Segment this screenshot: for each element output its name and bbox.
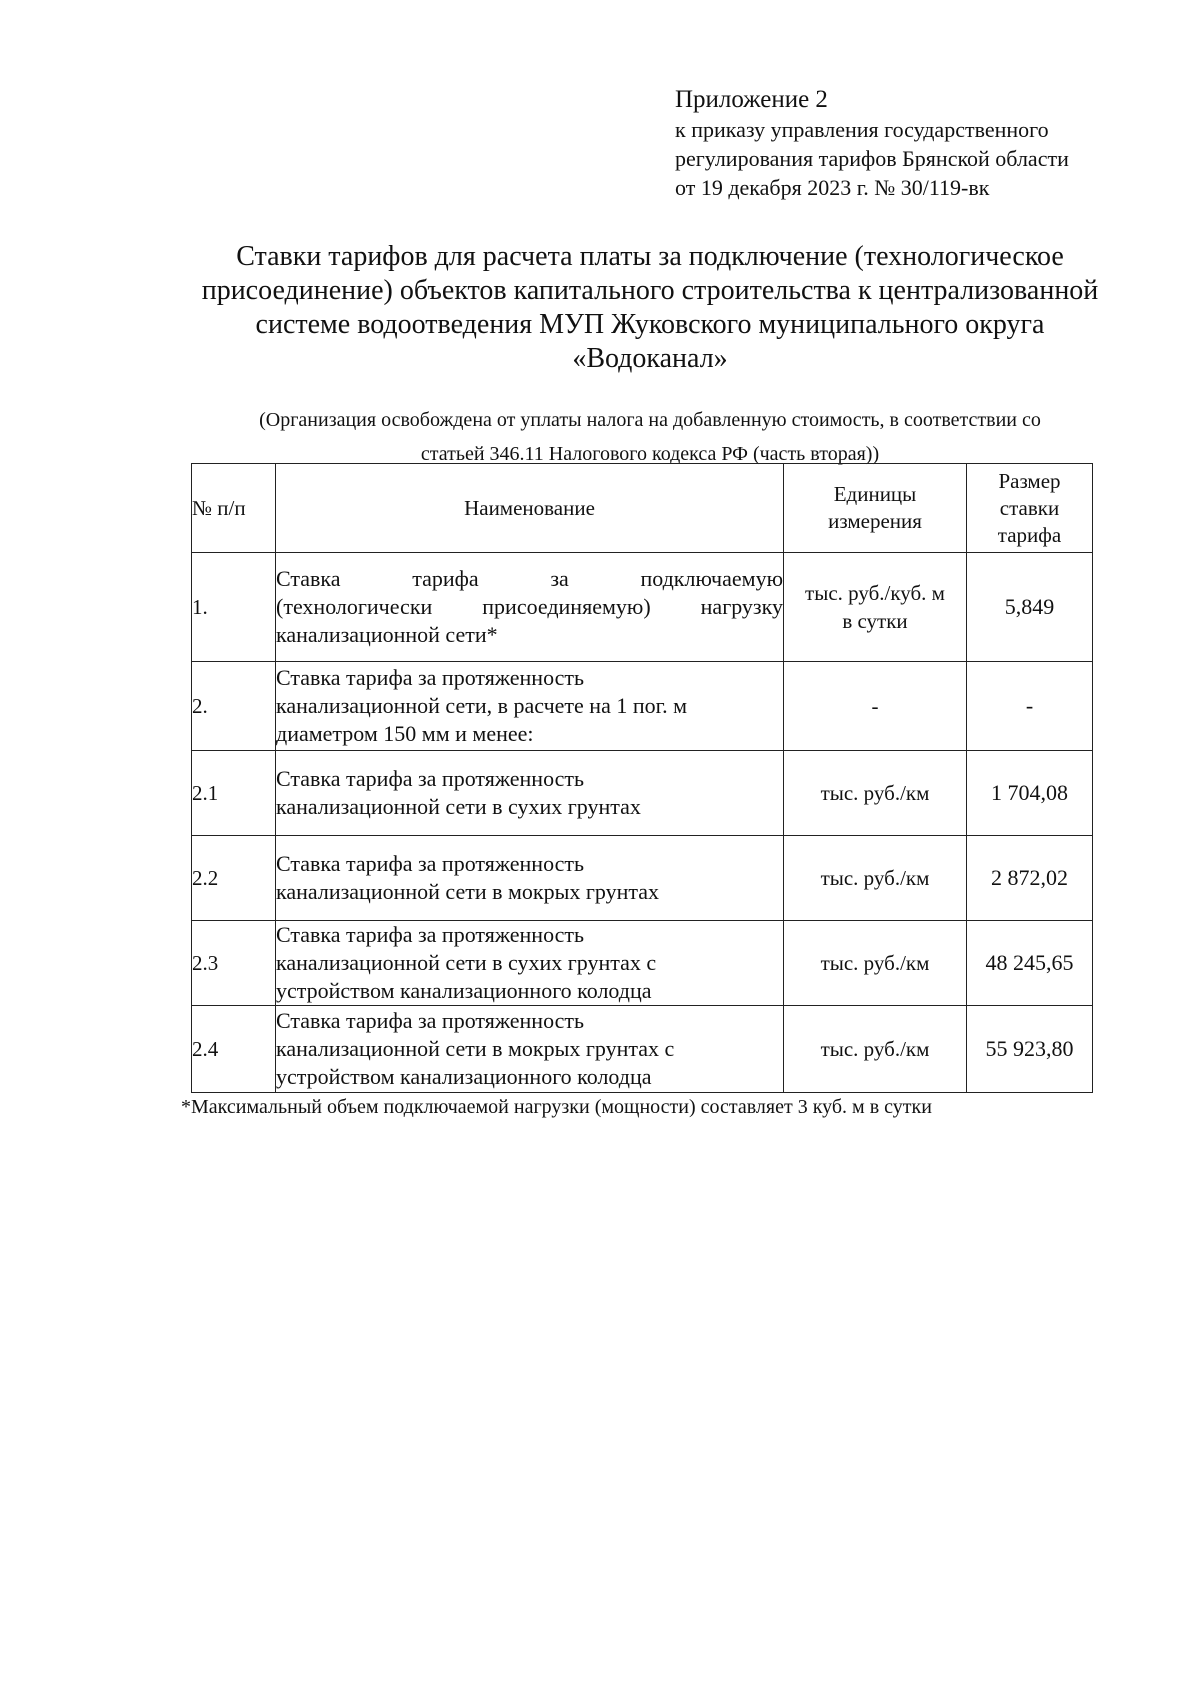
row-number: 2.1 xyxy=(192,751,276,836)
row-unit xyxy=(784,751,967,836)
header-unit-line: измерения xyxy=(828,509,922,533)
header-value xyxy=(967,464,1093,553)
row-name xyxy=(276,553,784,662)
row-name-line: канализационной сети в мокрых грунтах с xyxy=(276,1036,675,1061)
table-header-row xyxy=(192,464,1093,553)
row-value: 48 245,65 xyxy=(967,921,1093,1006)
row-unit-line: тыс. руб./км xyxy=(820,951,930,975)
row-unit-line: в сутки xyxy=(842,609,908,633)
row-value: - xyxy=(967,662,1093,751)
row-name xyxy=(276,1006,784,1093)
tax-note-line: (Организация освобождена от уплаты налога на добавленную стоимость, в соответствии со xyxy=(259,409,1041,431)
header-name: Наименование xyxy=(276,464,784,553)
row-name-line: канализационной сети, в расчете на 1 пог. м xyxy=(276,693,688,718)
footnote: *Максимальный объем подключаемой нагрузки (мощности) составляет 3 куб. м в сутки xyxy=(181,1096,932,1118)
row-unit-line: тыс. руб./км xyxy=(820,1037,930,1061)
tax-note-line: статьей 346.11 Налогового кодекса РФ (часть вторая)) xyxy=(420,443,880,465)
row-number: 2.3 xyxy=(192,921,276,1006)
table-row xyxy=(192,921,1093,1006)
title-line: системе водоотведения МУП Жуковского муниципального округа xyxy=(255,309,1045,340)
appendix-line: к приказу управления государственного xyxy=(675,117,1049,142)
row-number: 2. xyxy=(192,662,276,751)
row-value: 1 704,08 xyxy=(967,751,1093,836)
row-unit xyxy=(784,662,967,751)
row-name-line: Ставка тарифа за протяженность xyxy=(276,922,585,947)
title-line: «Водоканал» xyxy=(572,343,728,374)
appendix-title: Приложение 2 xyxy=(675,86,828,113)
row-name-line: канализационной сети в сухих грунтах xyxy=(276,794,641,819)
row-unit-line: тыс. руб./км xyxy=(820,781,930,805)
row-name-line: диаметром 150 мм и менее: xyxy=(276,721,534,746)
title-line: Ставки тарифов для расчета платы за подключение (технологическое xyxy=(236,241,1064,272)
row-value: 2 872,02 xyxy=(967,836,1093,921)
row-unit-line: - xyxy=(871,694,879,718)
header-number: № п/п xyxy=(192,464,276,553)
header-value-line: Размер xyxy=(998,468,1061,493)
row-name-line: устройством канализационного колодца xyxy=(276,978,652,1003)
row-unit xyxy=(784,553,967,662)
table-row xyxy=(192,836,1093,921)
table-row xyxy=(192,1006,1093,1093)
table-row xyxy=(192,751,1093,836)
row-name-line: Ставка тарифа за подключаемую xyxy=(276,566,783,591)
row-name-line: устройством канализационного колодца xyxy=(276,1064,652,1089)
tariff-table xyxy=(191,463,1093,1093)
appendix-line: регулирования тарифов Брянской области xyxy=(675,146,1069,171)
header-value-line: тарифа xyxy=(997,522,1062,547)
table-row xyxy=(192,553,1093,662)
title-line: присоединение) объектов капитального строительства к централизованной xyxy=(201,275,1099,306)
row-name xyxy=(276,662,784,751)
row-value: 55 923,80 xyxy=(967,1006,1093,1093)
row-name-line: Ставка тарифа за протяженность xyxy=(276,1008,585,1033)
row-name-line: (технологически присоединяемую) нагрузку xyxy=(276,594,783,619)
row-unit-line: тыс. руб./куб. м xyxy=(805,581,945,605)
header-value-line: ставки xyxy=(999,495,1060,520)
header-unit-line: Единицы xyxy=(833,482,917,506)
row-unit xyxy=(784,921,967,1006)
row-number: 1. xyxy=(192,553,276,662)
table-row xyxy=(192,662,1093,751)
row-name xyxy=(276,836,784,921)
appendix-block xyxy=(675,84,1175,202)
row-name-line: Ставка тарифа за протяженность xyxy=(276,851,585,876)
row-number: 2.4 xyxy=(192,1006,276,1093)
row-number: 2.2 xyxy=(192,836,276,921)
row-unit xyxy=(784,836,967,921)
tax-exemption-note xyxy=(120,403,1180,471)
appendix-line: от 19 декабря 2023 г. № 30/119-вк xyxy=(675,175,990,200)
row-name xyxy=(276,921,784,1006)
row-name-line: канализационной сети в сухих грунтах с xyxy=(276,950,657,975)
row-unit-line: тыс. руб./км xyxy=(820,866,930,890)
row-name xyxy=(276,751,784,836)
document-title xyxy=(120,240,1180,376)
row-name-line: Ставка тарифа за протяженность xyxy=(276,665,585,690)
header-unit xyxy=(784,464,967,553)
row-unit xyxy=(784,1006,967,1093)
row-value: 5,849 xyxy=(967,553,1093,662)
row-name-line: Ставка тарифа за протяженность xyxy=(276,766,585,791)
row-name-line: канализационной сети в мокрых грунтах xyxy=(276,879,660,904)
row-name-line: канализационной сети* xyxy=(276,622,498,647)
